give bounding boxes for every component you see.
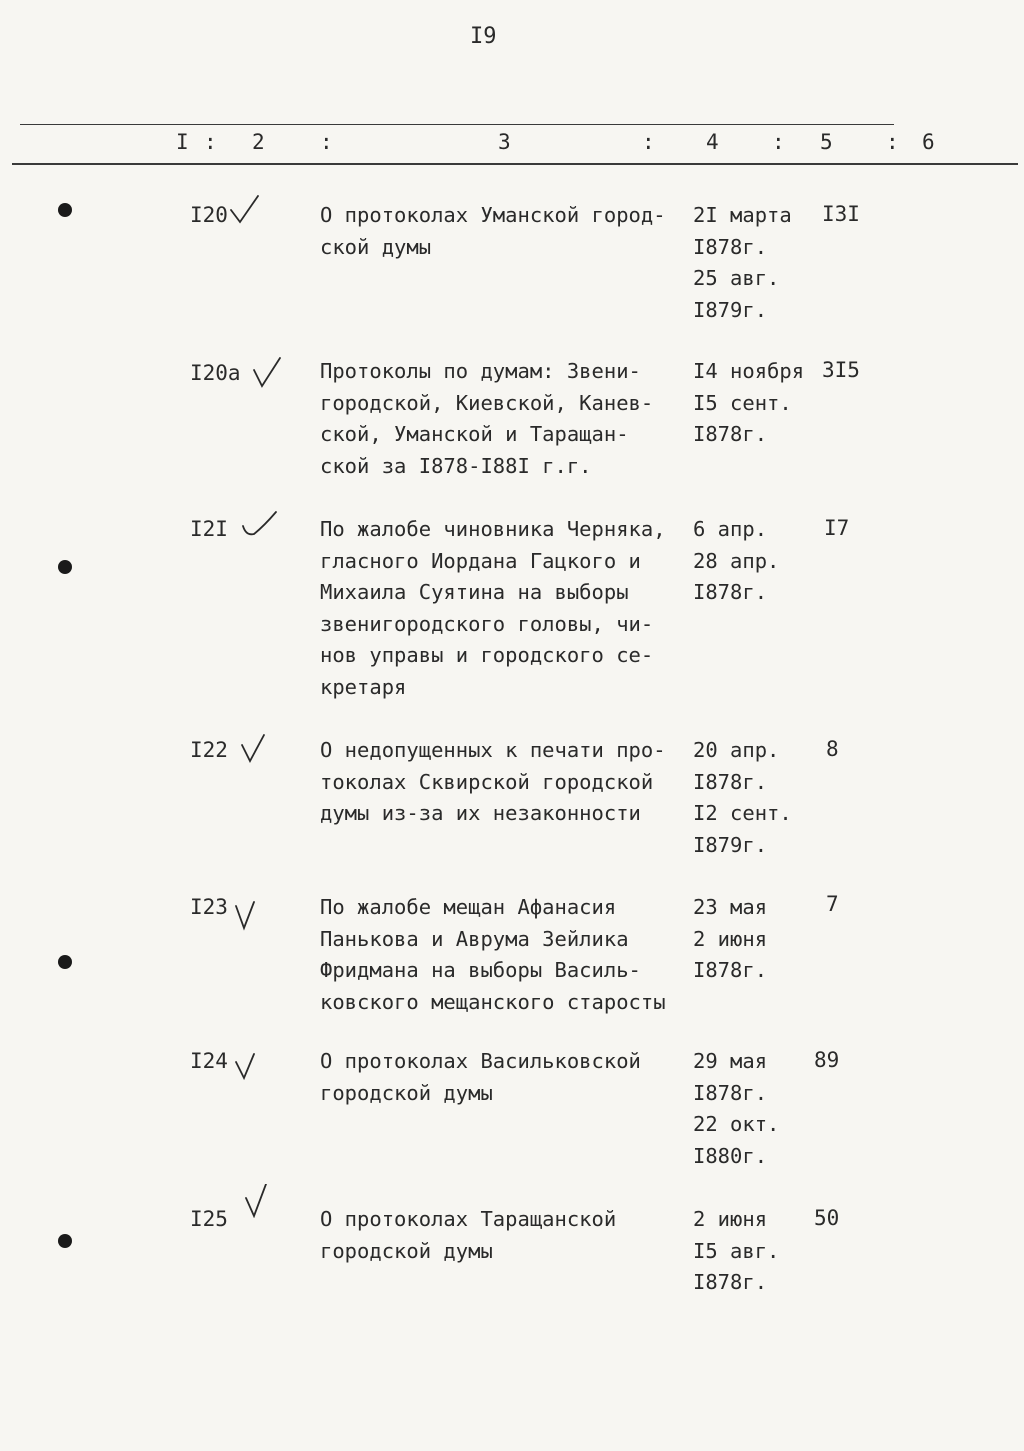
date-line: I2 сент. (693, 801, 792, 825)
date-line: I879г. (693, 832, 768, 857)
entry-dates (693, 356, 804, 451)
checkmark-icon (250, 356, 290, 390)
entry-number: I22 (190, 738, 228, 762)
binder-hole (58, 203, 72, 217)
entry-number: I20 (190, 203, 228, 227)
header-bottom-rule (12, 163, 1018, 165)
entry-title (320, 1046, 700, 1109)
entry-title (320, 514, 700, 703)
entry-number: I2I (190, 517, 228, 541)
title-line: Фридмана на выборы Василь- (320, 958, 641, 982)
title-line: звенигородского головы, чи- (320, 611, 654, 636)
title-line: ской за I878-I88I г.г. (320, 453, 592, 478)
title-line: ской думы (320, 234, 432, 259)
entry-title (320, 892, 700, 1018)
entry-dates (693, 1204, 779, 1299)
checkmark-icon (238, 508, 278, 542)
entry-title (320, 735, 700, 830)
entry-number: I20а (190, 361, 241, 385)
entry-dates (693, 1046, 779, 1172)
title-line: По жалобе чиновника Черняка, (320, 517, 666, 541)
col-header-sep: : (772, 130, 785, 154)
col-header-5: 5 (820, 130, 833, 154)
title-line: городской думы (320, 1080, 493, 1105)
col-header-6: 6 (922, 130, 935, 154)
checkmark-icon (232, 898, 272, 932)
title-line: Протоколы по думам: Звени- (320, 359, 641, 383)
title-line: По жалобе мещан Афанасия (320, 895, 617, 919)
date-line: I878г. (693, 580, 768, 604)
checkmark-icon (232, 1050, 272, 1084)
date-line: I5 авг. (693, 1238, 780, 1263)
binder-hole (58, 955, 72, 969)
col-header-sep: : (642, 130, 655, 154)
entry-sheets: 89 (814, 1048, 840, 1072)
col-header-1: I (176, 130, 189, 154)
entry-dates (693, 892, 767, 987)
date-line: I878г. (693, 1270, 768, 1294)
date-line: 25 авг. (693, 266, 780, 290)
col-header-sep: : (320, 130, 333, 154)
entry-dates (693, 200, 792, 326)
date-line: 2 июня (693, 926, 768, 951)
date-line: 20 апр. (693, 738, 780, 762)
binder-hole (58, 560, 72, 574)
date-line: I879г. (693, 297, 768, 322)
date-line: I5 сент. (693, 390, 792, 415)
col-header-3: 3 (498, 130, 511, 154)
entry-dates (693, 735, 792, 861)
date-line: I878г. (693, 422, 768, 446)
header-top-rule (20, 124, 894, 125)
date-line: 28 апр. (693, 548, 780, 573)
date-line: 6 апр. (693, 517, 768, 541)
title-line: О протоколах Васильковской (320, 1049, 641, 1073)
page-number: I9 (470, 24, 497, 49)
entry-sheets: 7 (826, 892, 839, 916)
entry-title (320, 200, 700, 263)
col-header-2: 2 (252, 130, 265, 154)
date-line: I878г. (693, 958, 768, 982)
title-line: ской, Уманской и Таращан- (320, 422, 629, 446)
date-line: 29 мая (693, 1049, 768, 1073)
title-line: кретаря (320, 674, 407, 699)
date-line: I880г. (693, 1143, 768, 1168)
title-line: думы из-за их незаконности (320, 801, 641, 825)
title-line: нов управы и городского се- (320, 643, 654, 667)
entry-sheets: 8 (826, 737, 839, 761)
title-line: гласного Иордана Гацкого и (320, 548, 641, 573)
date-line: I4 ноября (693, 359, 805, 383)
entry-sheets: I7 (824, 516, 850, 540)
binder-hole (58, 1234, 72, 1248)
entry-dates (693, 514, 779, 609)
date-line: 23 мая (693, 895, 768, 919)
title-line: городской думы (320, 1238, 493, 1263)
entry-sheets: 3I5 (822, 358, 860, 382)
entry-sheets: 50 (814, 1206, 840, 1230)
title-line: городской, Киевской, Канев- (320, 390, 654, 415)
col-header-sep: : (886, 130, 899, 154)
title-line: ковского мещанского старосты (320, 989, 666, 1014)
title-line: токолах Сквирской городской (320, 769, 654, 794)
title-line: Панькова и Аврума Зейлика (320, 926, 629, 951)
date-line: I878г. (693, 769, 768, 794)
date-line: 22 окт. (693, 1112, 780, 1136)
entry-sheets: I3I (822, 202, 860, 226)
checkmark-icon (240, 1184, 280, 1218)
title-line: О протоколах Таращанской (320, 1207, 617, 1231)
col-header-sep: : (204, 130, 217, 154)
entry-number: I25 (190, 1207, 228, 1231)
checkmark-icon (236, 733, 276, 767)
checkmark-icon (228, 194, 268, 228)
date-line: 2I марта (693, 203, 792, 227)
title-line: О недопущенных к печати про- (320, 738, 666, 762)
date-line: 2 июня (693, 1207, 768, 1231)
entry-title (320, 356, 700, 482)
date-line: I878г. (693, 234, 768, 259)
entry-title (320, 1204, 700, 1267)
title-line: О протоколах Уманской город- (320, 203, 666, 227)
col-header-4: 4 (706, 130, 719, 154)
entry-number: I24 (190, 1049, 228, 1073)
title-line: Михаила Суятина на выборы (320, 580, 629, 604)
entry-number: I23 (190, 895, 228, 919)
date-line: I878г. (693, 1080, 768, 1105)
